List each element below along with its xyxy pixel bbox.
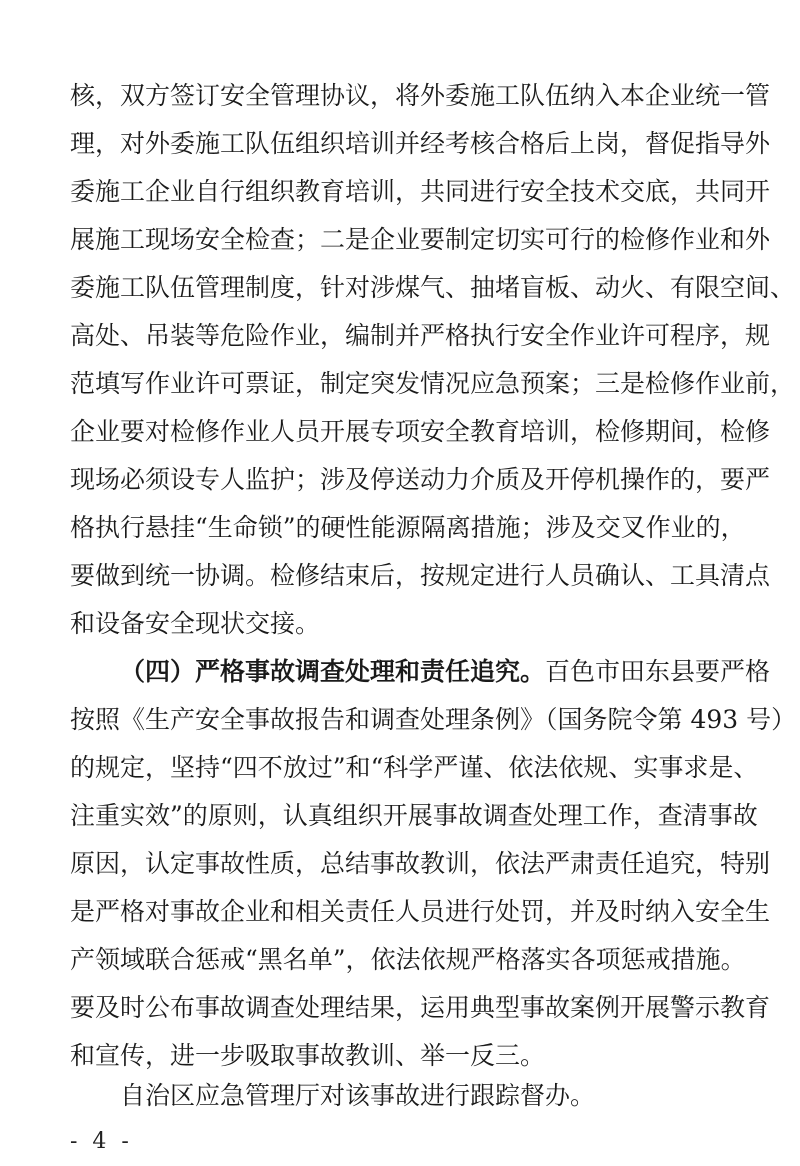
paragraph-line: 格执行悬挂“生命锁”的硬性能源隔离措施；涉及交叉作业的，: [70, 513, 746, 542]
section-4-first-line-rest: 百色市田东县要严格: [545, 657, 771, 686]
paragraph-line: 现场必须设专人监护；涉及停送动力介质及开停机操作的，要严: [70, 465, 771, 494]
section-4-line: 和宣传，进一步吸取事故教训、举一反三。: [70, 1041, 546, 1070]
paragraph-line: 和设备安全现状交接。: [70, 609, 321, 638]
section-4-line: 是严格对事故企业和相关责任人员进行处罚，并及时纳入安全生: [70, 897, 771, 926]
paragraph-line: 委施工企业自行组织教育培训，共同进行安全技术交底，共同开: [70, 177, 771, 206]
section-4-line: 注重实效”的原则，认真组织开展事故调查处理工作，查清事故: [70, 801, 758, 830]
closing-paragraph: 自治区应急管理厅对该事故进行跟踪督办。: [120, 1081, 596, 1110]
section-4-heading: （四）严格事故调查处理和责任追究。: [120, 657, 546, 686]
section-4-line: 产领域联合惩戒“黑名单”，依法依规严格落实各项惩戒措施。: [70, 945, 746, 974]
paragraph-line: 理，对外委施工队伍组织培训并经考核合格后上岗，督促指导外: [70, 129, 771, 158]
section-4-line: 要及时公布事故调查处理结果，运用典型事故案例开展警示教育: [70, 993, 771, 1022]
section-4-line: 按照《生产安全事故报告和调查处理条例》（国务院令第 493 号）: [70, 705, 797, 734]
paragraph-line: 高处、吊装等危险作业，编制并严格执行安全作业许可程序，规: [70, 321, 771, 350]
section-4-first-line: [120, 656, 771, 688]
section-4-line: 原因，认定事故性质，总结事故教训，依法严肃责任追究，特别: [70, 849, 771, 878]
paragraph-line: 委施工队伍管理制度，针对涉煤气、抽堵盲板、动火、有限空间、: [70, 273, 796, 302]
paragraph-line: 展施工现场安全检查；二是企业要制定切实可行的检修作业和外: [70, 225, 771, 254]
page-number: - 4 -: [70, 1129, 133, 1154]
paragraph-line: 要做到统一协调。检修结束后，按规定进行人员确认、工具清点: [70, 561, 771, 590]
section-4-line: 的规定，坚持“四不放过”和“科学严谨、依法依规、实事求是、: [70, 753, 759, 782]
paragraph-line: 核，双方签订安全管理协议，将外委施工队伍纳入本企业统一管: [70, 81, 771, 110]
paragraph-line: 企业要对检修作业人员开展专项安全教育培训，检修期间，检修: [70, 417, 771, 446]
paragraph-line: 范填写作业许可票证，制定突发情况应急预案；三是检修作业前，: [70, 369, 796, 398]
